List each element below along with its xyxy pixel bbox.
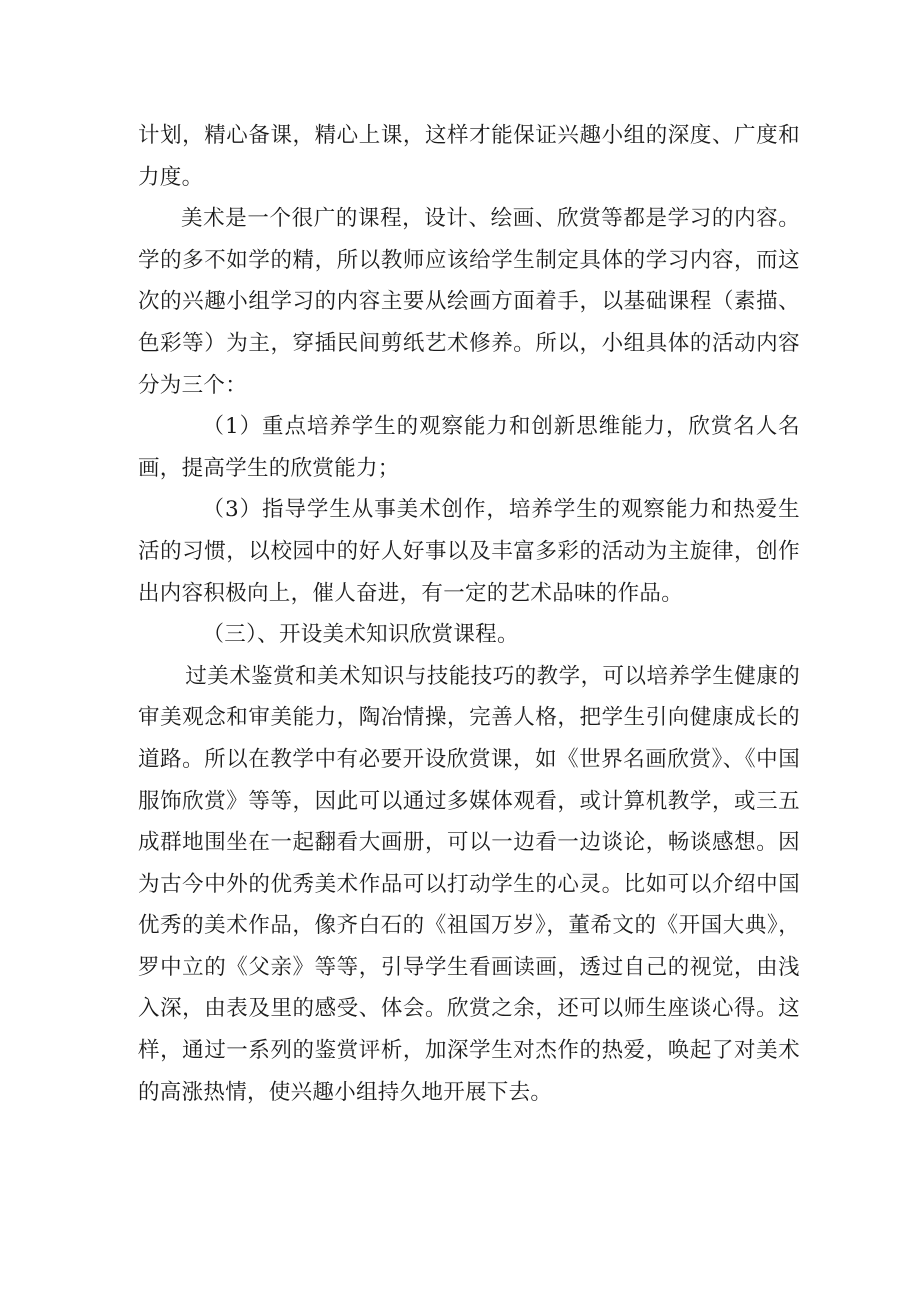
paragraph-art-course: 美术是一个很广的课程，设计、绘画、欣赏等都是学习的内容。学的多不如学的精，所以教师应该给学生制定具体的学习内容，而这次的兴趣小组学习的内容主要从绘画方面着手，以基础课程（素描、色彩等）为主，穿插民间剪纸艺术修养。所以，小组具体的活动内容分为三个： <box>138 206 800 398</box>
paragraph-continuation: 计划，精心备课，精心上课，这样才能保证兴趣小组的深度、广度和力度。 <box>138 123 800 190</box>
paragraph-appreciation: 过美术鉴赏和美术知识与技能技巧的教学，可以培养学生健康的审美观念和审美能力，陶冶情操，完善人格，把学生引向健康成长的道路。所以在教学中有必要开设欣赏课，如《世界名画欣赏》、《中国服饰欣赏》等等，因此可以通过多媒体观看，或计算机教学，或三五成群地围坐在一起翻看大画册，可以一边看一边谈论，畅谈感想。因为古今中外的优秀美术作品可以打动学生的心灵。比如可以介绍中国优秀的美术作品，像齐白石的《祖国万岁》，董希文的《开国大典》，罗中立的《父亲》等等，引导学生看画读画，透过自己的视觉，由浅入深，由表及里的感受、体会。欣赏之余，还可以师生座谈心得。这样，通过一系列的鉴赏评析，加深学生对杰作的热爱，唤起了对美术的高涨热情，使兴趣小组持久地开展下去。 <box>138 663 800 1105</box>
document-body <box>138 115 800 1113</box>
paragraph-item-3: （3）指导学生从事美术创作，培养学生的观察能力和热爱生活的习惯，以校园中的好人好事以及丰富多彩的活动为主旋律，创作出内容积极向上，催人奋进，有一定的艺术品味的作品。 <box>138 497 800 606</box>
section-heading-three: （三）、开设美术知识欣赏课程。 <box>202 622 519 648</box>
paragraph-item-1: （1）重点培养学生的观察能力和创新思维能力，欣赏名人名画，提高学生的欣赏能力； <box>138 414 800 481</box>
